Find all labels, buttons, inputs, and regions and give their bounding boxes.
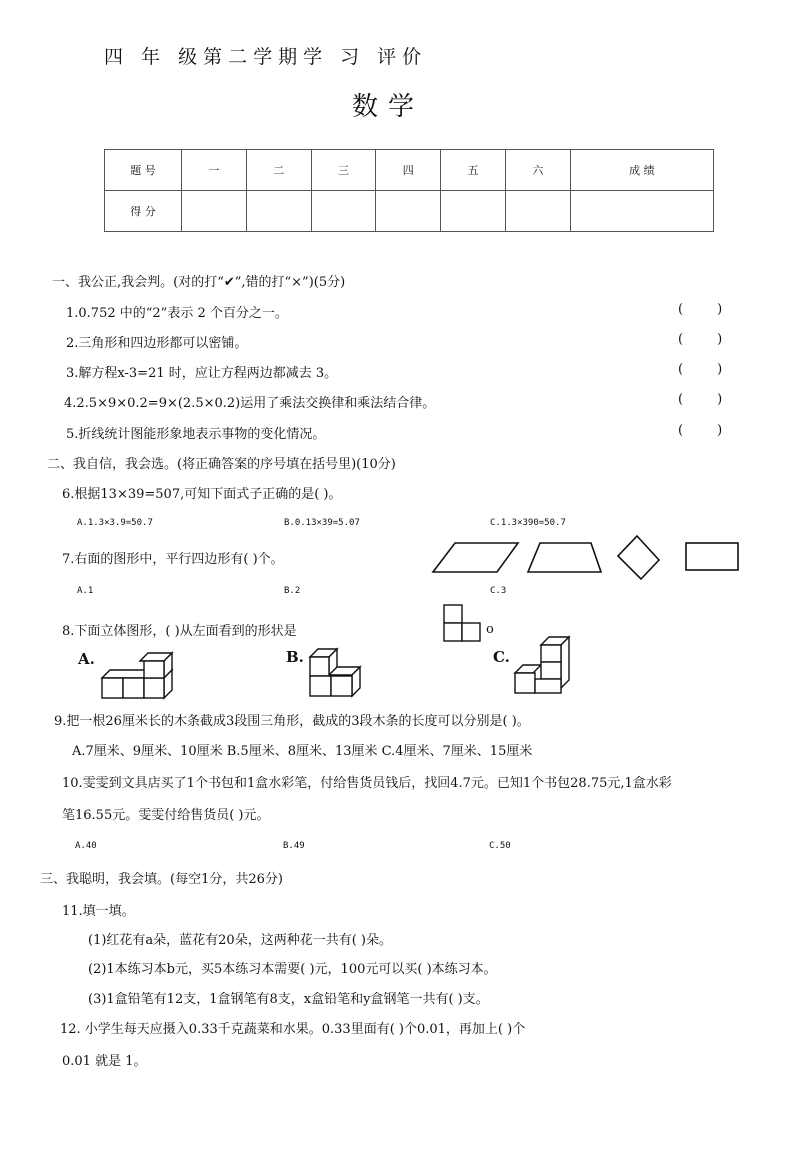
exam-header-title: 四 年 级第二学期学 习 评价	[104, 46, 428, 68]
score-header-cell: 题 号	[105, 150, 182, 191]
q8-label-c: C.	[493, 648, 510, 666]
question-11: 11.填一填。	[62, 904, 135, 919]
q6-option-a: A.1.3×3.9=50.7	[77, 518, 153, 528]
score-header-cell: 成 绩	[570, 150, 713, 191]
question-12-line2: 0.01 就是 1。	[62, 1054, 147, 1069]
subject-title: 数学	[352, 92, 425, 122]
question-6: 6.根据13×39=507,可知下面式子正确的是( )。	[62, 487, 342, 502]
q8-period: o	[486, 622, 494, 637]
answer-paren-1[interactable]: ()	[678, 302, 757, 317]
q6-option-b: B.0.13×39=5.07	[284, 518, 360, 528]
score-header-cell: 五	[441, 150, 506, 191]
question-10-line1: 10.雯雯到文具店买了1个书包和1盒水彩笔，付给售货员钱后，找回4.7元。已知1个书包28.75元,1盒水彩	[62, 776, 672, 791]
q10-option-c: C.50	[489, 841, 511, 851]
section1-title: 一、我公正,我会判。(对的打“✔”,错的打“×”)(5分)	[52, 275, 346, 290]
score-header-cell: 三	[311, 150, 376, 191]
score-header-cell: 一	[182, 150, 247, 191]
q7-option-c: C.3	[490, 586, 507, 596]
question-8: 8.下面立体图形，( )从左面看到的形状是	[62, 624, 297, 639]
score-row-label: 得 分	[105, 191, 182, 232]
judge-question-1: 1.0.752 中的“2”表示 2 个百分之一。	[66, 306, 288, 321]
score-header-cell: 四	[376, 150, 441, 191]
score-header-cell: 二	[246, 150, 311, 191]
solid-figure-b	[310, 649, 360, 696]
question-10-line2: 笔16.55元。雯雯付给售货员( )元。	[62, 808, 270, 823]
solid-figure-c	[515, 637, 569, 693]
question-11-3: (3)1盒铅笔有12支，1盒钢笔有8支，x盒铅笔和y盒钢笔一共有( )支。	[88, 992, 489, 1007]
solid-figure-a	[102, 653, 172, 698]
question-9: 9.把一根26厘米长的木条截成3段围三角形，截成的3段木条的长度可以分别是( )。	[54, 714, 530, 729]
question-11-2: (2)1本练习本b元，买5本练习本需要( )元，100元可以买( )本练习本。	[88, 962, 497, 977]
q7-option-b: B.2	[284, 586, 301, 596]
q8-label-a: A.	[78, 650, 95, 668]
section3-title: 三、我聪明，我会填。(每空1分，共26分)	[40, 872, 283, 887]
q8-label-b: B.	[286, 648, 304, 666]
judge-question-5: 5.折线统计图能形象地表示事物的变化情况。	[66, 427, 326, 442]
judge-question-3: 3.解方程x-3=21 时，应让方程两边都减去 3。	[66, 366, 338, 381]
question-12-line1: 12. 小学生每天应摄入0.33千克蔬菜和水果。0.33里面有( )个0.01，再加上( )个	[60, 1022, 526, 1037]
q10-option-a: A.40	[75, 841, 97, 851]
judge-question-4: 4.2.5×9×0.2=9×(2.5×0.2)运用了乘法交换律和乘法结合律。	[64, 396, 436, 411]
q6-option-c: C.1.3×390=50.7	[490, 518, 566, 528]
answer-paren-2[interactable]: ()	[678, 332, 757, 347]
q10-option-b: B.49	[283, 841, 305, 851]
judge-question-2: 2.三角形和四边形都可以密铺。	[66, 336, 248, 351]
answer-paren-5[interactable]: ()	[678, 423, 757, 438]
answer-paren-3[interactable]: ()	[678, 362, 757, 377]
question-11-1: (1)红花有a朵，蓝花有20朵，这两种花一共有( )朵。	[88, 933, 392, 948]
answer-paren-4[interactable]: ()	[678, 392, 757, 407]
q7-option-a: A.1	[77, 586, 94, 596]
q9-options: A.7厘米、9厘米、10厘米 B.5厘米、8厘米、13厘米 C.4厘米、7厘米、15厘米	[72, 744, 533, 759]
question-7: 7.右面的图形中，平行四边形有( )个。	[62, 552, 284, 567]
score-header-cell: 六	[505, 150, 570, 191]
section2-title: 二、我自信，我会选。(将正确答案的序号填在括号里)(10分)	[47, 457, 396, 472]
